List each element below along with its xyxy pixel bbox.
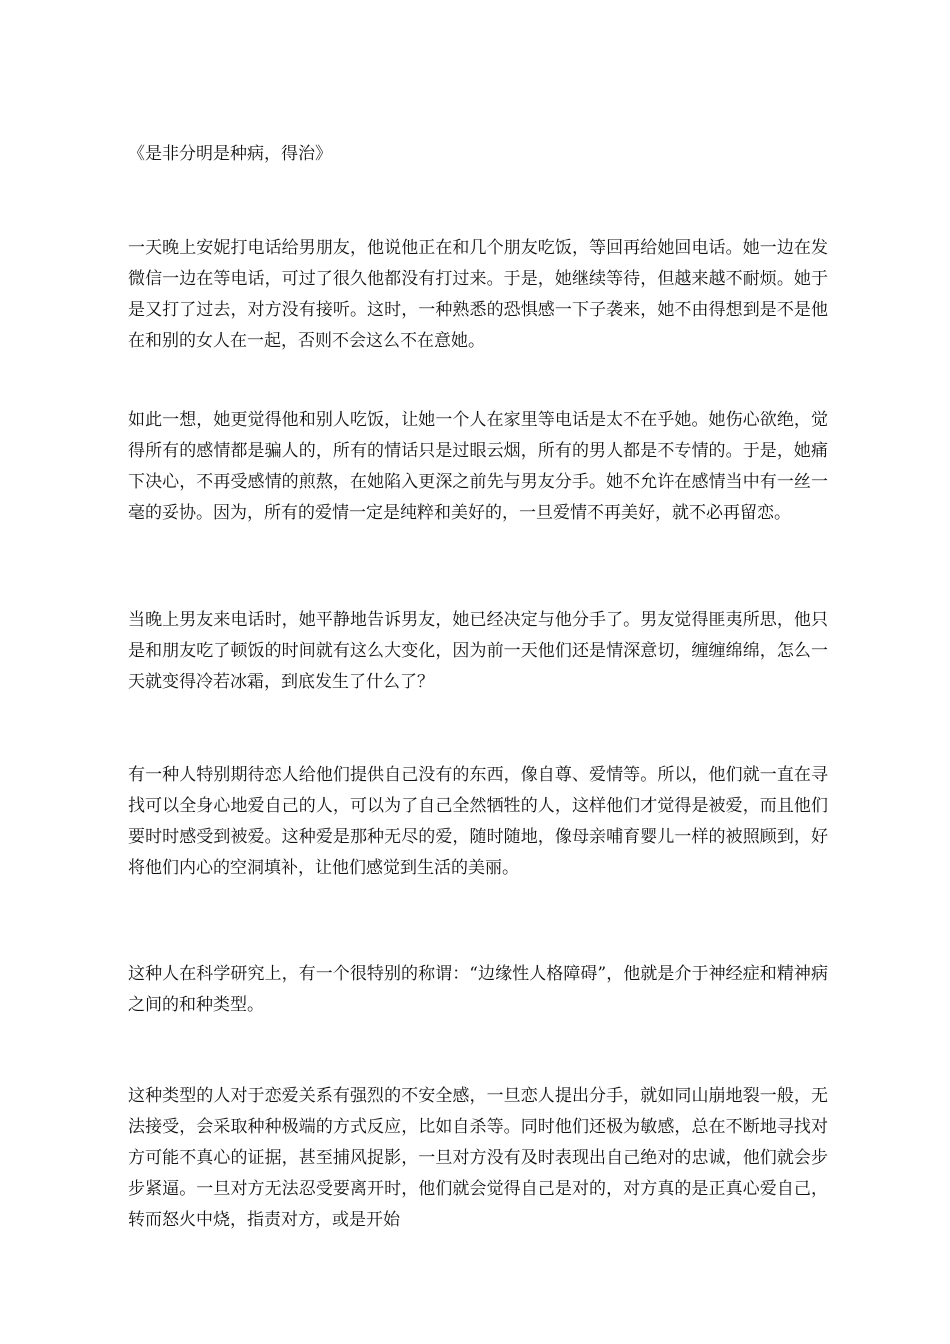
paragraph-5: 这种人在科学研究上，有一个很特别的称谓：“边缘性人格障碍”，他就是介于神经症和精神病之间的和种类型。 bbox=[128, 964, 828, 1015]
paragraph-2: 如此一想，她更觉得他和别人吃饭，让她一个人在家里等电话是太不在乎她。她伤心欲绝，觉得所有的感情都是骗人的，所有的情话只是过眼云烟，所有的男人都是不专情的。于是，她痛下决心，不再受感情的煎熬，在她陷入更深之前先与男友分手。她不允许在感情当中有一丝一毫的妥协。因为，所有的爱情一定是纯粹和美好的，一旦爱情不再美好，就不必再留恋。 bbox=[128, 410, 828, 523]
document-title: 《是非分明是种病，得治》 bbox=[128, 144, 332, 164]
paragraph-4: 有一种人特别期待恋人给他们提供自己没有的东西，像自尊、爱情等。所以，他们就一直在寻找可以全身心地爱自己的人，可以为了自己全然牺牲的人，这样他们才觉得是被爱，而且他们要时时感受到被爱。这种爱是那种无尽的爱，随时随地，像母亲哺育婴儿一样的被照顾到，好将他们内心的空洞填补，让他们感觉到生活的美丽。 bbox=[128, 765, 828, 878]
paragraph-1: 一天晚上安妮打电话给男朋友，他说他正在和几个朋友吃饭，等回再给她回电话。她一边在发微信一边在等电话，可过了很久他都没有打过来。于是，她继续等待，但越来越不耐烦。她于是又打了过去，对方没有接听。这时，一种熟悉的恐惧感一下子袭来，她不由得想到是不是他在和别的女人在一起，否则不会这么不在意她。 bbox=[128, 238, 828, 351]
paragraph-6: 这种类型的人对于恋爱关系有强烈的不安全感，一旦恋人提出分手，就如同山崩地裂一般，无法接受，会采取种种极端的方式反应，比如自杀等。同时他们还极为敏感，总在不断地寻找对方可能不真心的证据，甚至捕风捉影，一旦对方没有及时表现出自己绝对的忠诚，他们就会步步紧逼。一旦对方无法忍受要离开时，他们就会觉得自己是对的，对方真的是正真心爱自己，转而怒火中烧，指责对方，或是开始 bbox=[128, 1086, 828, 1230]
paragraph-3: 当晚上男友来电话时，她平静地告诉男友，她已经决定与他分手了。男友觉得匪夷所思，他只是和朋友吃了顿饭的时间就有这么大变化，因为前一天他们还是情深意切，缠缠绵绵，怎么一天就变得冷若冰霜，到底发生了什么了？ bbox=[128, 610, 828, 692]
